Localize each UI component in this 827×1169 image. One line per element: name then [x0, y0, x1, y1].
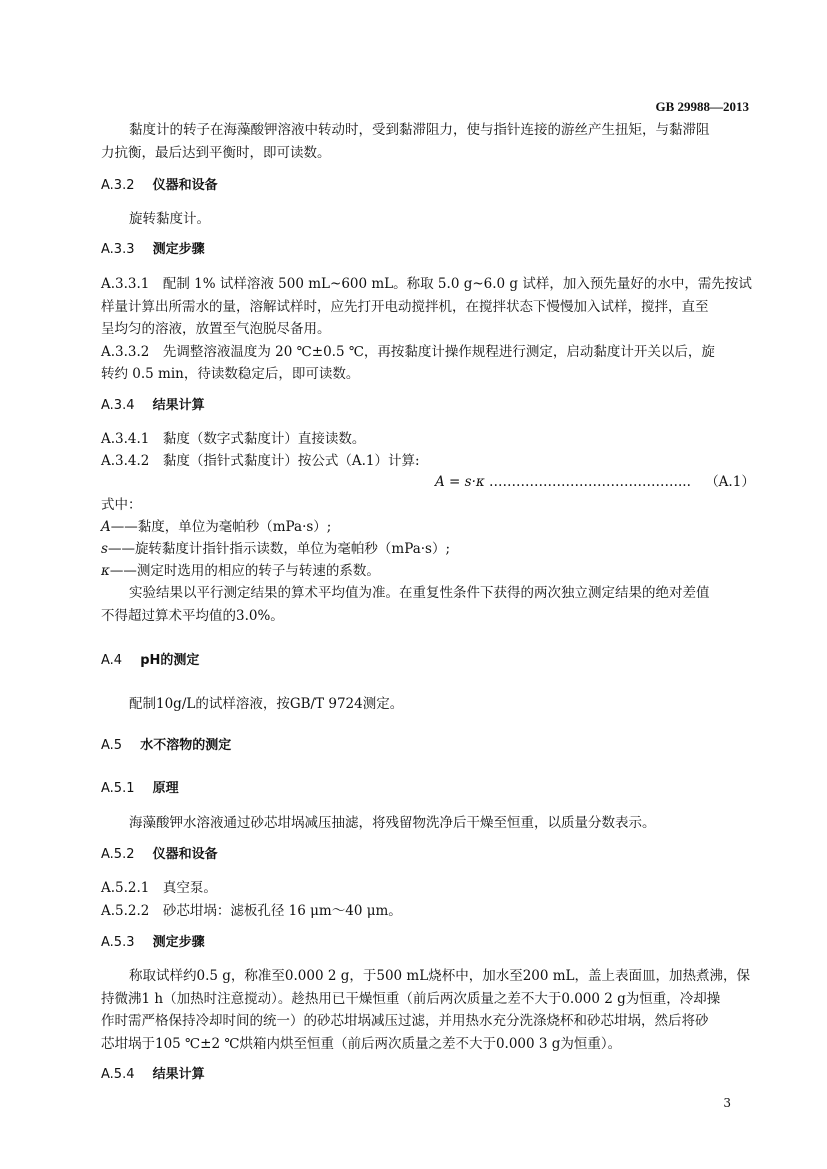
paragraph-line: 样量计算出所需水的量，溶解试样时，应先打开电动搅拌机，在搅拌状态下慢慢加入试样，搅拌，直至 [101, 299, 709, 315]
paragraph-line: 转约 0.5 min，待读数稳定后，即可读数。 [101, 366, 360, 382]
symbol: s [101, 541, 108, 557]
paragraph-line: A.5.2.1 真空泵。 [101, 880, 217, 896]
definition-text: ——测定时选用的相应的转子与转速的系数。 [109, 563, 380, 579]
standard-code: GB 29988—2013 [655, 99, 749, 114]
section-title: 仪器和设备 [152, 178, 218, 193]
section-title: 结果计算 [152, 1067, 205, 1082]
section-heading-a52 [101, 846, 218, 864]
paragraph-line: 作时需严格保持冷却时间的统一）的砂芯坩埚减压过滤，并用热水充分洗涤烧杯和砂芯坩埚，然后将砂 [101, 1013, 709, 1029]
section-title: 仪器和设备 [152, 847, 218, 862]
symbol: A [101, 519, 111, 535]
section-title: 结果计算 [152, 398, 205, 413]
paragraph-line: A.3.4.2 黏度（指针式黏度计）按公式（A.1）计算: [101, 453, 420, 469]
section-heading-a53 [101, 934, 205, 952]
section-heading-a51 [101, 780, 179, 798]
section-number: A.3.3 [101, 242, 135, 257]
paragraph-line: 芯坩埚于105 ℃±2 ℃烘箱内烘至恒重（前后两次质量之差不大于0.000 3 g为恒重）。 [101, 1036, 622, 1052]
paragraph-line: 持微沸1 h（加热时注意搅动）。趁热用已干燥恒重（前后两次质量之差不大于0.000 2 g为恒重，冷却操 [101, 991, 721, 1007]
definition-text: ——旋转黏度计指针指示读数，单位为毫帕秒（mPa·s）; [107, 541, 451, 557]
section-number: A.5.3 [101, 935, 135, 950]
page-number: 3 [723, 1096, 731, 1110]
paragraph-line: 旋转黏度计。 [129, 211, 210, 227]
definition-line [101, 562, 380, 580]
paragraph-line: 配制10g/L的试样溶液，按GB/T 9724测定。 [129, 696, 404, 712]
paragraph-line: 黏度计的转子在海藻酸钾溶液中转动时，受到黏滞阻力，使与指针连接的游丝产生扭矩，与黏滞阻 [129, 122, 710, 138]
section-number: A.5.2 [101, 847, 135, 862]
formula-expression: A = s·κ [435, 474, 485, 490]
formula-a1 [435, 473, 755, 491]
section-heading-a4 [101, 652, 199, 670]
section-heading-a334 [101, 397, 205, 415]
paragraph-line: A.3.3.2 先调整溶液温度为 20 ℃±0.5 ℃，再按黏度计操作规程进行测定，启动黏度计开关以后，旋 [101, 344, 715, 360]
section-number: A.5 [101, 738, 123, 753]
section-heading-a332 [101, 177, 218, 195]
paragraph-line: 海藻酸钾水溶液通过砂芯坩埚减压抽滤，将残留物洗净后干燥至恒重，以质量分数表示。 [129, 815, 656, 831]
formula-leader-dots: ……………………………………... [489, 474, 691, 490]
section-number: A.5.1 [101, 781, 135, 796]
section-heading-a5 [101, 737, 231, 755]
paragraph-line: 称取试样约0.5 g，称准至0.000 2 g，于500 mL烧杯中，加水至200 mL，盖上表面皿，加热煮沸，保 [129, 968, 751, 984]
paragraph-line: A.3.4.1 黏度（数字式黏度计）直接读数。 [101, 431, 366, 447]
paragraph-line: 不得超过算术平均值的3.0%。 [101, 608, 284, 624]
paragraph-line: A.3.3.1 配制 1% 试样溶液 500 mL~600 mL。称取 5.0 g~6.0 g 试样，加入预先量好的水中，需先按试 [101, 276, 752, 292]
section-number: A.5.4 [101, 1067, 135, 1082]
section-title: 测定步骤 [152, 935, 205, 950]
section-number: A.3.4 [101, 398, 135, 413]
paragraph-line: A.5.2.2 砂芯坩埚：滤板孔径 16 μm～40 μm。 [101, 903, 402, 919]
paragraph-line: 呈均匀的溶液，放置至气泡脱尽备用。 [101, 321, 331, 337]
paragraph-line: 实验结果以平行测定结果的算术平均值为准。在重复性条件下获得的两次独立测定结果的绝对差值 [129, 585, 710, 601]
section-number: A.3.2 [101, 178, 135, 193]
paragraph-line: 式中： [101, 497, 142, 513]
definition-line [101, 518, 331, 536]
formula-number: （A.1） [705, 474, 755, 490]
symbol: κ [101, 563, 110, 579]
definition-text: ——黏度，单位为毫帕秒（mPa·s）; [110, 519, 332, 535]
section-heading-a333 [101, 241, 205, 259]
section-title: 水不溶物的测定 [140, 738, 232, 753]
section-title: pH的测定 [140, 653, 200, 668]
definition-line [101, 540, 450, 558]
section-number: A.4 [101, 653, 123, 668]
section-title: 测定步骤 [152, 242, 205, 257]
section-title: 原理 [152, 781, 179, 796]
section-heading-a54 [101, 1066, 205, 1084]
paragraph-line: 力抗衡，最后达到平衡时，即可读数。 [101, 145, 331, 161]
